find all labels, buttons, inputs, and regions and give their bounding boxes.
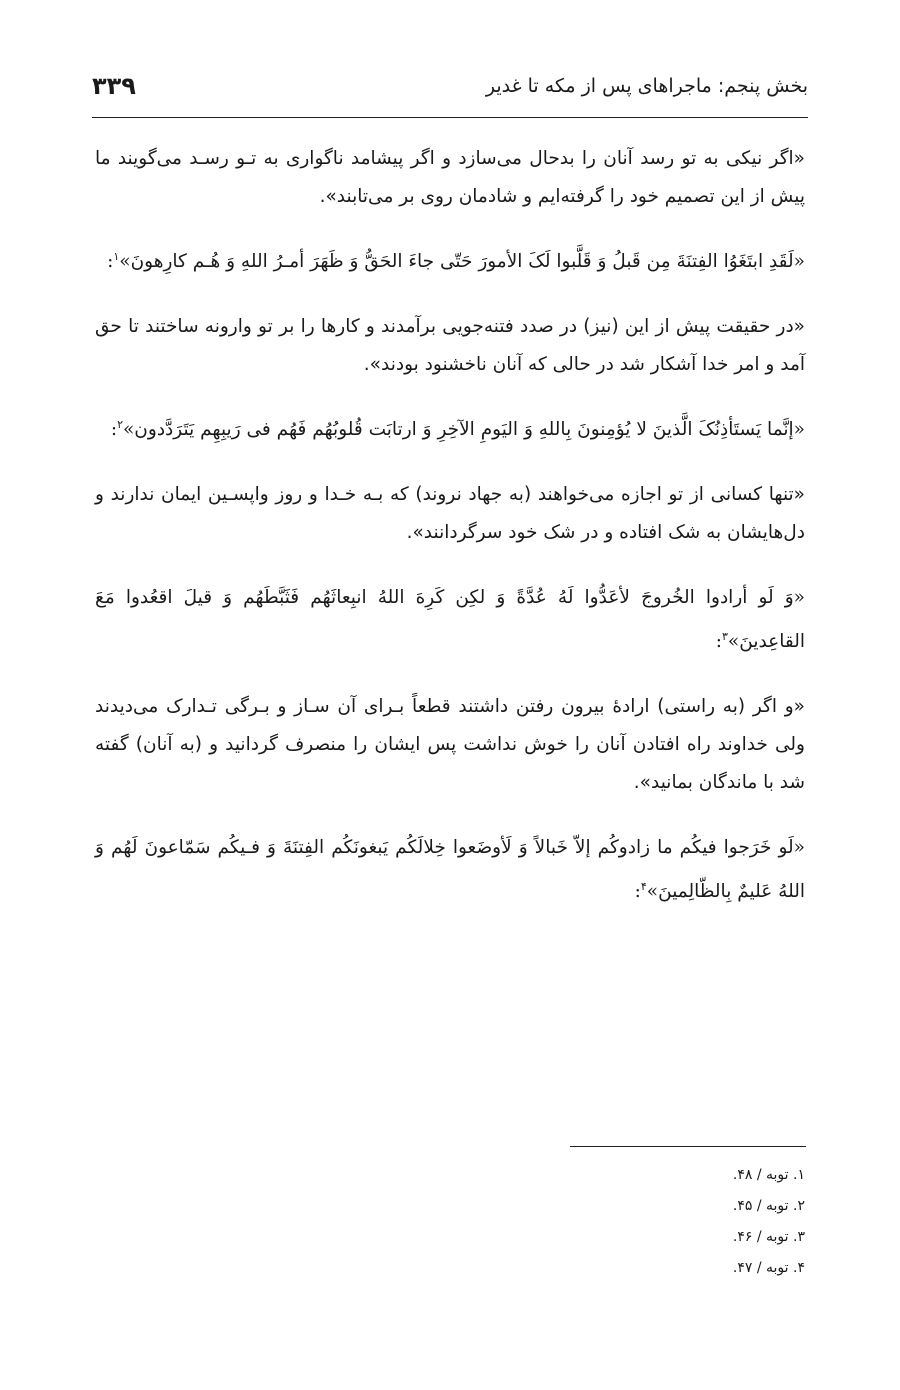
- footnote: ۲. توبه / ۴۵.: [732, 1198, 805, 1214]
- translation-paragraph: «در حقیقت پیش از این (نیز) در صدد فتنه‌جویی برآمدند و کارها را بر تو وارونه ساختند تا حق آمد و امر خدا آشکار شد در حالی که آنان ناخشنود بودند».: [95, 316, 805, 375]
- translation-paragraph: «اگر نیکی به تو رسد آنان را بدحال می‌سازد و اگر پیشامد ناگواری به تـو رسـد می‌گویند ما پیش از این تصمیم خود را گرفته‌ایم و شادمان روی بر می‌تابند».: [95, 148, 805, 207]
- running-title: بخش پنجم: ماجراهای پس از مکه تا غدیر: [485, 75, 808, 97]
- footnote-ref: ۳: [722, 629, 728, 643]
- footnote: ۴. توبه / ۴۷.: [732, 1260, 805, 1276]
- footnote-ref: ۴: [640, 879, 647, 893]
- page-number: ۳۳۹: [92, 72, 136, 100]
- translation-paragraph: «و اگر (به راستی) ارادهٔ بیرون رفتن داشتند قطعاً بـرای آن سـاز و بـرگی تـدارک می‌دیدند ولی خداوند راه افتادن آنان را خوش نداشت پس ایشان را منصرف گردانید و (به آنان) گفته شد با ماندگان بمانید».: [95, 696, 805, 793]
- translation-paragraph: «تنها کسانی از تو اجازه می‌خواهند (به جهاد نروند) که بـه خـدا و روز واپسـین ایمان ندارند و دل‌هایشان به شک افتاده و در شک خود سرگردانند».: [95, 484, 805, 543]
- footnote-ref: ۲: [117, 417, 123, 431]
- footnote-rule: [570, 1146, 806, 1147]
- quran-verse: «لَو خَرَجوا فیکُم ما زادوکُم إلاّ خَبالاً وَ لَأوضَعوا خِلالَکُم یَبغونَکُم الفِتنَةَ وَ فـیکُم سَمّاعونَ لَهُم وَ اللهُ عَلیمٌ بِالظّالِمینَ»$^۴$:: [95, 837, 805, 902]
- header-rule: [92, 117, 808, 118]
- page-header: [92, 72, 808, 100]
- page-body: [95, 140, 805, 938]
- footnote-ref: ۱: [113, 249, 120, 263]
- quran-verse: «إنَّما یَستَأذِنُکَ الَّذینَ لا یُؤمِنونَ بِاللهِ وَ الیَومِ الآخِرِ وَ ارتابَت قُلوبُهُم فَهُم فی رَیبِهِم یَتَرَدَّدون»$^۲$:: [110, 417, 805, 440]
- footnote: ۱. توبه / ۴۸.: [732, 1167, 805, 1183]
- quran-verse: «وَ لَو أرادوا الخُروجَ لأعَدُّوا لَهُ عُدَّةً وَ لکِن کَرِهَ اللهُ انبِعاثَهُم فَثَبَّطَهُم وَ قیلَ اقعُدوا مَعَ القاعِدینَ»$^۳$:: [95, 587, 805, 652]
- footnote: ۳. توبه / ۴۶.: [732, 1229, 805, 1245]
- quran-verse: «لَقَدِ ابتَغَوُا الفِتنَةَ مِن قَبلُ وَ قَلَّبوا لَکَ الأمورَ حَتّی جاءَ الحَقُّ وَ ظَهَرَ أمـرُ اللهِ وَ هُـم کارِهونَ»$^۱$:: [107, 249, 805, 272]
- footnotes: [505, 1160, 805, 1284]
